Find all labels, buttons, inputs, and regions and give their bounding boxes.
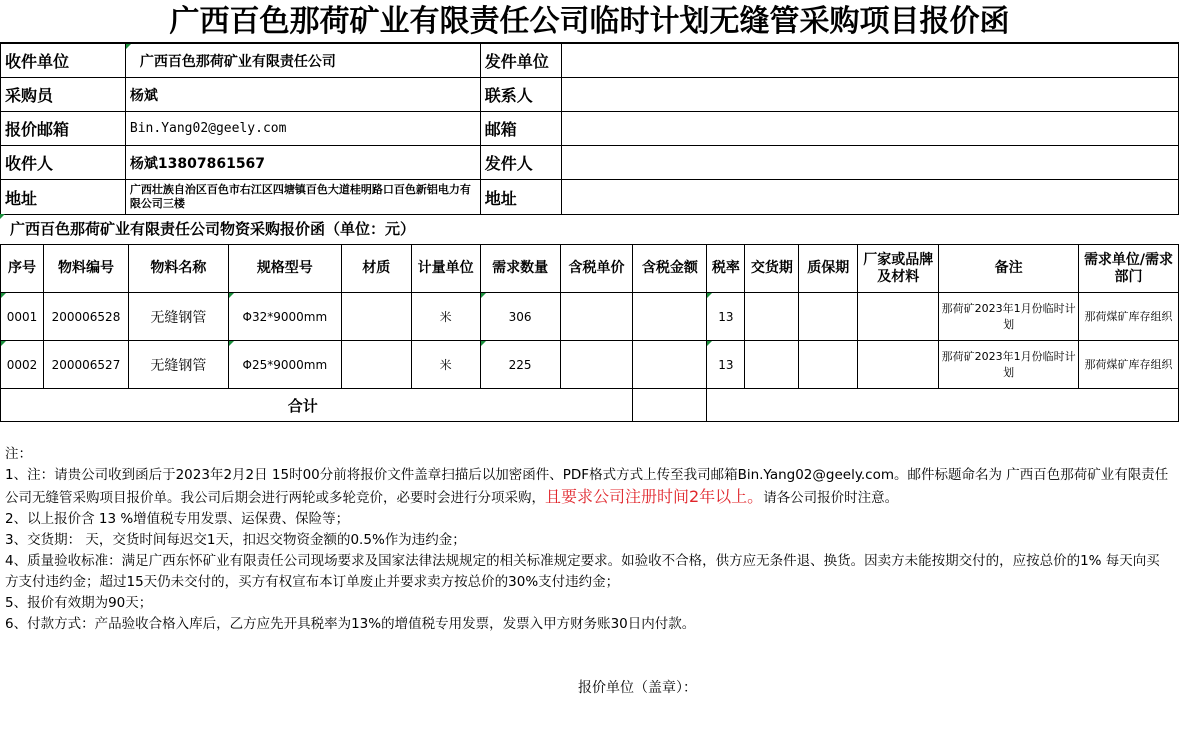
address-value: 广西壮族自治区百色市右江区四塘镇百色大道桂明路口百色新铝电力有限公司三楼 <box>125 180 480 215</box>
header-row <box>1 245 1179 293</box>
cell-seq: 0001 <box>1 293 44 341</box>
table-subtitle: 广西百色那荷矿业有限责任公司物资采购报价函（单位：元） <box>0 214 1179 244</box>
cell-seq: 0002 <box>1 341 44 389</box>
col-header: 材质 <box>341 245 411 293</box>
col-header: 备注 <box>939 245 1079 293</box>
send-unit-label: 发件单位 <box>480 44 561 78</box>
col-header: 税率 <box>707 245 745 293</box>
recv-unit-value: 广西百色那荷矿业有限责任公司 <box>125 44 480 78</box>
sender-value <box>561 146 1178 180</box>
cell-warranty <box>799 293 858 341</box>
col-header: 序号 <box>1 245 44 293</box>
email-label: 邮箱 <box>480 112 561 146</box>
contact-label: 联系人 <box>480 78 561 112</box>
cell-code: 200006527 <box>43 341 128 389</box>
cell-unit: 米 <box>411 341 480 389</box>
quote-email-value: Bin.Yang02@geely.com <box>125 112 480 146</box>
email-value <box>561 112 1178 146</box>
cell-brand <box>858 293 939 341</box>
address2-label: 地址 <box>480 180 561 215</box>
col-header: 厂家或品牌及材料 <box>858 245 939 293</box>
note-item <box>5 465 1173 509</box>
send-unit-value <box>561 44 1178 78</box>
cell-tax: 13 <box>707 293 745 341</box>
buyer-value: 杨斌 <box>125 78 480 112</box>
recv-unit-label: 收件单位 <box>1 44 126 78</box>
recipient-value: 杨斌13807861567 <box>125 146 480 180</box>
note-item: 5、报价有效期为90天； <box>5 595 153 611</box>
cell-unit-price <box>560 341 633 389</box>
cell-remark: 那荷矿2023年1月份临时计划 <box>939 341 1079 389</box>
total-label: 合计 <box>1 389 633 422</box>
cell-dept: 那荷煤矿库存组织 <box>1079 293 1179 341</box>
cell-spec: Φ32*9000mm <box>228 293 341 341</box>
col-header: 含税金额 <box>633 245 707 293</box>
col-header: 含税单价 <box>560 245 633 293</box>
buyer-label: 采购员 <box>1 78 126 112</box>
cell-delivery <box>745 341 799 389</box>
col-header: 物料名称 <box>128 245 228 293</box>
cell-material <box>341 341 411 389</box>
note-1-text: 1、注：请贵公司收到函后于2023年2月2日 15时00分前将报价文件盖章扫描后以加密函件、PDF格式方式上传至我司邮箱Bin.Yang02@geely.com。邮件标题命名为 广西百色那荷矿业有限责任公司无缝管采购项目报价单。我公司后期会进行两轮或多轮竞价，必要时会进行分项采购， <box>5 467 1169 506</box>
cell-amount <box>633 341 707 389</box>
cell-dept: 那荷煤矿库存组织 <box>1079 341 1179 389</box>
notes-heading: 注： <box>5 446 32 462</box>
note-item: 4、质量验收标准：满足广西东怀矿业有限责任公司现场要求及国家法律法规规定的相关标准规定要求。如验收不合格，供方应无条件退、换货。因卖方未能按期交付的，应按总价的1% 每天向买方支付违约金；超过15天仍未交付的，买方有权宣布本订单废止并要求卖方按总价的30%支付违约金； <box>5 553 1160 590</box>
cell-material <box>341 293 411 341</box>
total-rest <box>707 389 1179 422</box>
cell-qty: 306 <box>480 293 560 341</box>
col-header: 质保期 <box>799 245 858 293</box>
info-table <box>0 43 1179 215</box>
col-header: 交货期 <box>745 245 799 293</box>
total-amount <box>633 389 707 422</box>
col-header: 需求数量 <box>480 245 560 293</box>
col-header: 物料编号 <box>43 245 128 293</box>
document-title: 广西百色那荷矿业有限责任公司临时计划无缝管采购项目报价函 <box>0 0 1179 43</box>
items-table <box>0 244 1179 422</box>
contact-value <box>561 78 1178 112</box>
note-item: 2、以上报价含 13 %增值税专用发票、运保费、保险等； <box>5 511 350 527</box>
note-1-tail: 请各公司报价时注意。 <box>763 490 899 506</box>
col-header: 规格型号 <box>228 245 341 293</box>
cell-tax: 13 <box>707 341 745 389</box>
cell-name: 无缝钢管 <box>128 293 228 341</box>
note-item: 6、付款方式：产品验收合格入库后，乙方应先开具税率为13%的增值税专用发票，发票入甲方财务账30日内付款。 <box>5 616 696 632</box>
address-label: 地址 <box>1 180 126 215</box>
cell-unit: 米 <box>411 293 480 341</box>
cell-name: 无缝钢管 <box>128 341 228 389</box>
cell-brand <box>858 341 939 389</box>
note-item: 3、交货期： 天，交货时间每迟交1天，扣迟交物资金额的0.5%作为违约金； <box>5 532 466 548</box>
table-row <box>1 293 1179 341</box>
cell-code: 200006528 <box>43 293 128 341</box>
table-row <box>1 341 1179 389</box>
cell-warranty <box>799 341 858 389</box>
cell-unit-price <box>560 293 633 341</box>
total-row <box>1 389 1179 422</box>
cell-delivery <box>745 293 799 341</box>
cell-spec: Φ25*9000mm <box>228 341 341 389</box>
col-header: 需求单位/需求部门 <box>1079 245 1179 293</box>
note-1-red-text: 且要求公司注册时间2年以上。 <box>545 487 764 506</box>
signature-line: 报价单位（盖章）： <box>578 680 697 696</box>
sender-label: 发件人 <box>480 146 561 180</box>
col-header: 计量单位 <box>411 245 480 293</box>
address2-value <box>561 180 1178 215</box>
cell-qty: 225 <box>480 341 560 389</box>
quote-email-label: 报价邮箱 <box>1 112 126 146</box>
cell-remark: 那荷矿2023年1月份临时计划 <box>939 293 1079 341</box>
cell-amount <box>633 293 707 341</box>
recipient-label: 收件人 <box>1 146 126 180</box>
